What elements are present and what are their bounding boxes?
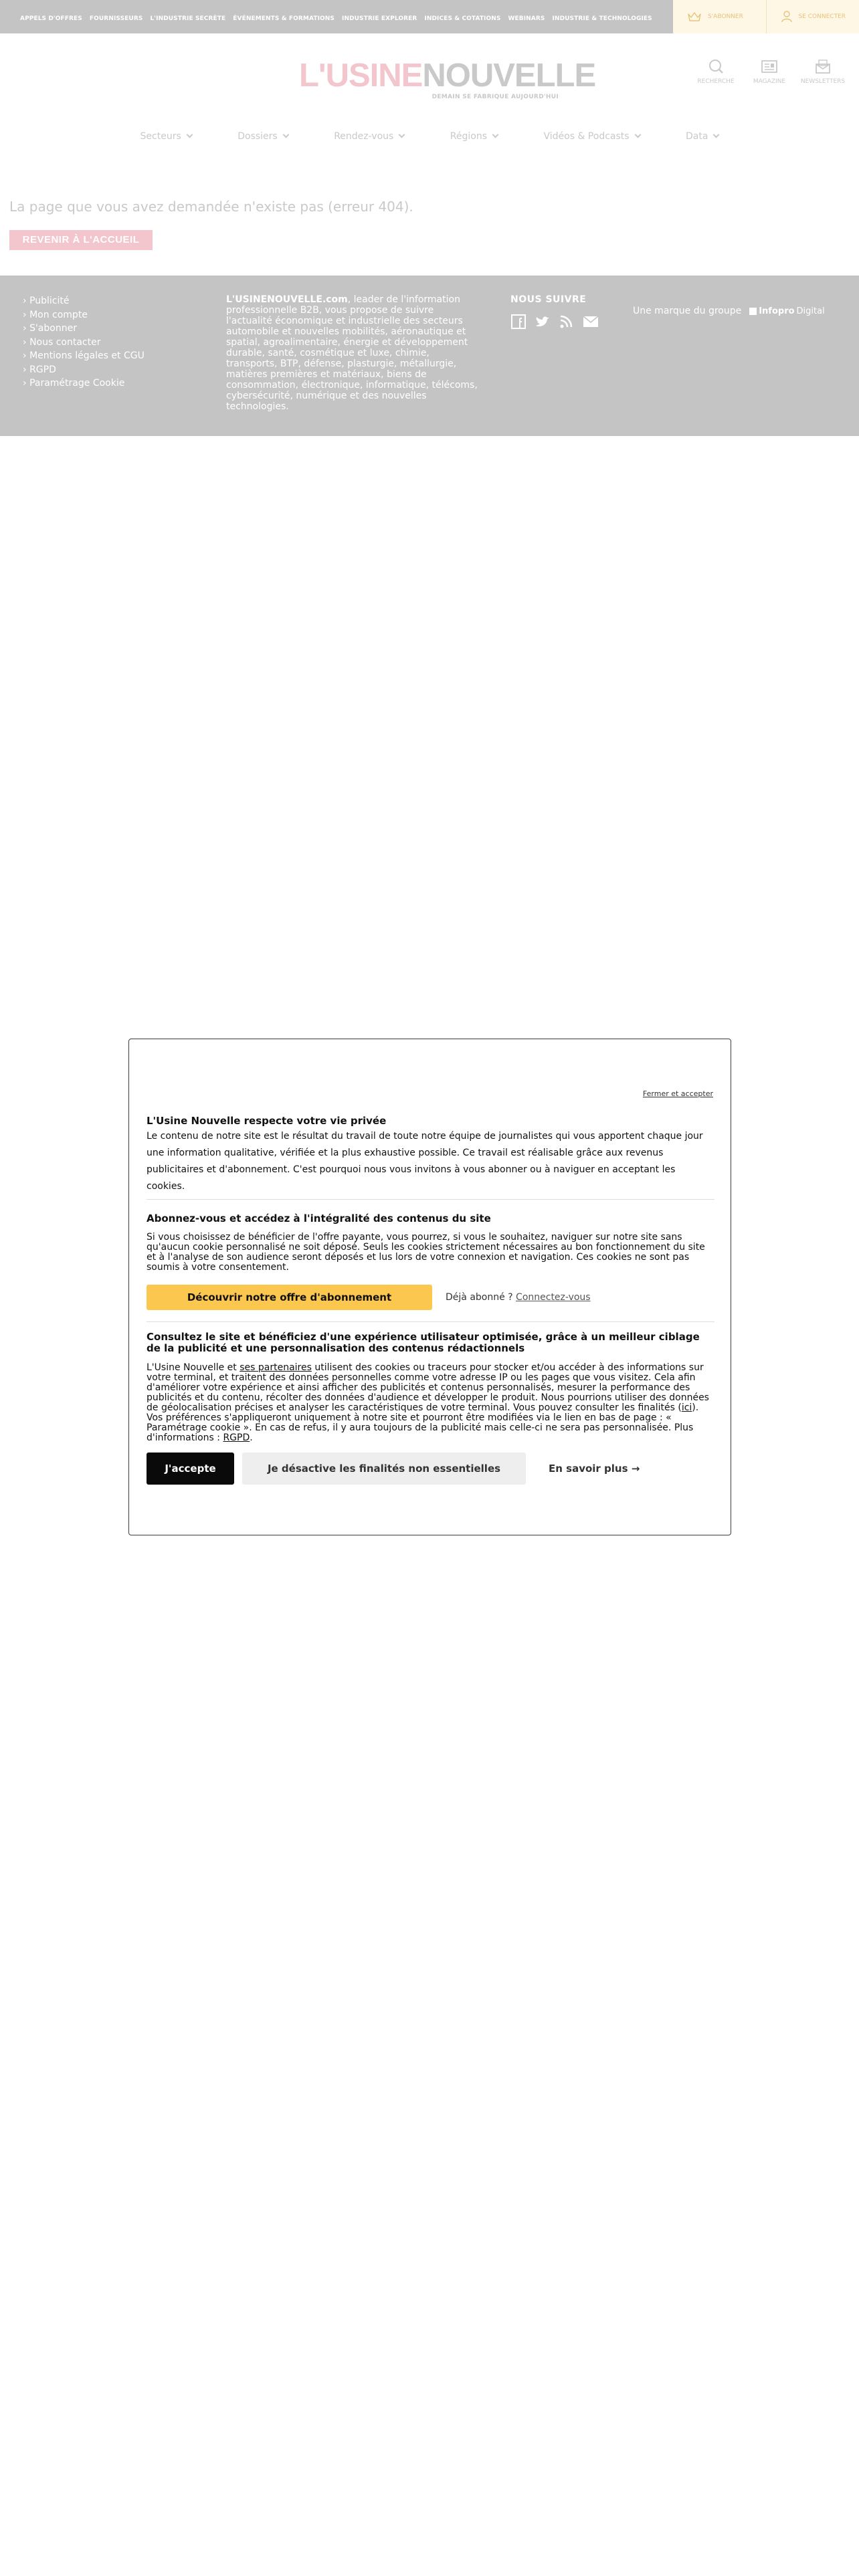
consent-content	[147, 1115, 714, 1485]
search-button[interactable]	[689, 59, 743, 92]
chevron-down-icon	[186, 132, 193, 138]
footer-link-mon-compte[interactable]: › Mon compte	[23, 308, 145, 322]
newsletters-label: NEWSLETTERS	[800, 78, 846, 85]
search-icon	[707, 59, 725, 75]
twitter-icon[interactable]	[535, 314, 551, 329]
divider	[147, 1321, 714, 1322]
logo-tagline: DEMAIN SE FABRIQUE AUJOURD'HUI	[432, 94, 559, 100]
top-nav-item-industrie-explorer[interactable]: INDUSTRIE EXPLORER	[342, 15, 417, 22]
partners-link[interactable]: ses partenaires	[240, 1362, 312, 1373]
social-links	[510, 314, 599, 329]
search-label: RECHERCHE	[697, 78, 735, 85]
privacy-title: L'Usine Nouvelle respecte votre vie privée	[147, 1115, 387, 1127]
group-label: Une marque du groupe	[633, 306, 742, 316]
login-top-label: SE CONNECTER	[798, 13, 846, 20]
top-nav-item-appels-offres[interactable]: APPELS D'OFFRES	[20, 15, 82, 22]
main-nav	[0, 131, 859, 142]
footer-follow	[510, 294, 599, 329]
newsletters-button[interactable]	[796, 59, 850, 92]
infopro-square-icon	[749, 308, 757, 315]
optimize-title: Consultez le site et bénéficiez d'une expérience utilisateur optimisée, grâce à un meilleur ciblage de la publicité et une personnalisation des contenus rédactionnels	[147, 1331, 700, 1354]
main-nav-label: Dossiers	[237, 131, 278, 142]
rgpd-link[interactable]: RGPD	[223, 1432, 250, 1443]
subscribe-row	[147, 1285, 714, 1310]
account-area	[673, 0, 859, 33]
infopro-logo[interactable]	[749, 306, 825, 316]
infopro-name-light: Digital	[796, 306, 825, 316]
main-nav-videos-podcasts[interactable]	[543, 131, 640, 142]
purposes-link[interactable]: ici	[681, 1402, 692, 1413]
header-tools	[689, 59, 852, 92]
top-bar	[0, 0, 859, 33]
subscribe-top-button[interactable]	[673, 0, 767, 33]
optimize-text	[147, 1363, 714, 1443]
subscribe-top-label: S'ABONNER	[708, 13, 743, 20]
main-nav-dossiers[interactable]	[237, 131, 288, 142]
footer-link-mentions[interactable]: › Mentions légales et CGU	[23, 349, 145, 363]
chevron-down-icon	[399, 132, 405, 138]
top-nav-item-industrie-secrete[interactable]: L'INDUSTRIE SECRÈTE	[150, 15, 226, 22]
optimize-text-1: L'Usine Nouvelle et	[147, 1362, 240, 1373]
footer-links	[23, 294, 145, 391]
magazine-icon	[761, 59, 778, 75]
divider	[147, 1199, 714, 1200]
crown-icon	[688, 12, 701, 21]
rss-icon[interactable]	[559, 314, 575, 329]
magazine-button[interactable]	[743, 59, 796, 92]
top-nav-item-webinars[interactable]: WEBINARS	[508, 15, 545, 22]
main-nav-label: Rendez-vous	[334, 131, 394, 142]
chevron-down-icon	[282, 132, 289, 138]
back-home-button[interactable]: REVENIR À L'ACCUEIL	[9, 230, 153, 250]
subscribe-title: Abonnez-vous et accédez à l'intégralité des contenus du site	[147, 1212, 491, 1224]
main-nav-regions[interactable]	[450, 131, 498, 142]
user-icon	[781, 11, 792, 23]
error-message: La page que vous avez demandée n'existe pas (erreur 404).	[9, 199, 413, 215]
top-nav-item-industrie-technologies[interactable]: INDUSTRIE & TECHNOLOGIES	[552, 15, 652, 22]
cookie-consent-modal	[128, 1039, 731, 1535]
chevron-down-icon	[634, 132, 641, 138]
mail-icon[interactable]	[583, 314, 599, 329]
chevron-down-icon	[492, 132, 499, 138]
subscription-offer-button[interactable]: Découvrir notre offre d'abonnement	[147, 1285, 432, 1310]
main-nav-label: Vidéos & Podcasts	[543, 131, 630, 142]
facebook-icon[interactable]	[510, 314, 527, 329]
magazine-label: MAGAZINE	[753, 78, 786, 85]
main-nav-secteurs[interactable]	[140, 131, 192, 142]
consent-actions	[147, 1453, 714, 1485]
optimize-text-2: utilisent des cookies ou traceurs pour stocker et/ou accéder à des informations sur votre terminal, et traitent des données personnelles comme votre adresse IP ou les pages que vous visitez. Cela afin d'améliorer votre expérience et ainsi afficher des publicités et contenus personnalisés, mesurer la performance des publicités et du contenu, récolter des données d'audience et développer le produit. Nous pourrions utiliser des données de géolocalisation précises et analyser les caractéristiques de votre terminal. Vous pouvez consulter les finalités (	[147, 1362, 709, 1413]
main-nav-rendez-vous[interactable]	[334, 131, 404, 142]
logo-text-nouvelle: NOUVELLE	[422, 58, 596, 94]
footer	[0, 276, 859, 436]
footer-about	[226, 294, 482, 412]
footer-link-contact[interactable]: › Nous contacter	[23, 336, 145, 350]
infopro-name-bold: Infopro	[759, 306, 795, 316]
top-nav-item-evenements[interactable]: ÉVÉNEMENTS & FORMATIONS	[233, 15, 335, 22]
main-nav-label: Secteurs	[140, 131, 181, 142]
follow-title: NOUS SUIVRE	[510, 294, 587, 305]
refuse-nonessential-button[interactable]: Je désactive les finalités non essentielles	[242, 1453, 526, 1485]
footer-group	[633, 306, 825, 316]
already-text: Déjà abonné ?	[446, 1292, 513, 1303]
login-top-button[interactable]	[767, 0, 859, 33]
accept-button[interactable]: J'accepte	[147, 1453, 234, 1485]
footer-about-text: , leader de l'information professionnelle B2B, vous propose de suivre l'actualité économique et industrielle des secteurs automobile et nouvelles mobilités, aéronautique et spatial, agroalimentaire, énergie et développement durable, santé, cosmétique et luxe, chimie, transports, BTP, défense, plasturgie, métallurgie, matières premières et matériaux, biens de consommation, électronique, informatique, télécoms, cybersécurité, numérique et des nouvelles technologies.	[226, 294, 478, 412]
site-logo[interactable]	[299, 58, 596, 100]
learn-more-link[interactable]: En savoir plus →	[549, 1463, 640, 1475]
footer-link-sabonner[interactable]: › S'abonner	[23, 322, 145, 336]
footer-link-publicite[interactable]: › Publicité	[23, 294, 145, 308]
privacy-text: Le contenu de notre site est le résultat du travail de toute notre équipe de journalistes qui vous apportent chaque jour une information qualitative, vérifiée et la plus exhaustive possible. Ce travail est réalisable grâce aux revenus publicitaires et d'abonnement. C'est pourquoi nous vous invitons à vous abonner ou à naviguer en acceptant les cookies.	[147, 1131, 703, 1192]
top-nav-item-indices[interactable]: INDICES & COTATIONS	[424, 15, 501, 22]
footer-brand: L'USINENOUVELLE.com	[226, 294, 348, 305]
logo-text-usine: L'USINE	[299, 58, 423, 94]
newsletter-icon	[814, 59, 832, 75]
footer-link-rgpd[interactable]: › RGPD	[23, 363, 145, 377]
close-and-accept-link[interactable]: Fermer et accepter	[642, 1089, 713, 1098]
top-nav	[20, 12, 662, 26]
login-link[interactable]: Connectez-vous	[516, 1292, 591, 1303]
chevron-down-icon	[713, 132, 720, 138]
subscribe-text: Si vous choisissez de bénéficier de l'offre payante, vous pourrez, si vous le souhaitez, naviguer sur notre site sans qu'aucun cookie personnalisé ne soit déposé. Seuls les cookies strictement nécessaires au bon fonctionnement du site et à l'analyse de son audience seront déposés et lus lors de votre connexion et navigation. Ces cookies ne sont pas soumis à votre consentement.	[147, 1232, 705, 1273]
main-nav-label: Régions	[450, 131, 488, 142]
top-nav-item-fournisseurs[interactable]: FOURNISSEURS	[89, 15, 143, 22]
main-nav-data[interactable]	[686, 131, 719, 142]
main-nav-label: Data	[686, 131, 708, 142]
optimize-text-4: .	[250, 1432, 253, 1443]
footer-link-cookie-settings[interactable]: › Paramétrage Cookie	[23, 377, 145, 391]
optimize-text-3: ). Vos préférences s'appliqueront uniquement à notre site et pourront être modifiées via le lien en bas de page : « Paramétrage cookie ». En cas de refus, il y aura toujours de la publicité mais celle-ci ne sera pas personnalisée. Plus d'informations :	[147, 1402, 699, 1443]
already-subscribed	[446, 1292, 591, 1303]
